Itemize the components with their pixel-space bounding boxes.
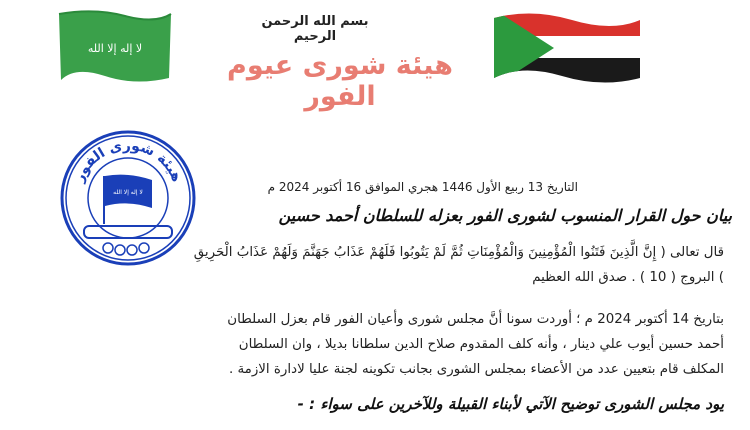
stamp-flag-text: لا إله إلا الله	[113, 189, 143, 196]
official-stamp	[58, 128, 198, 268]
statement-subject: بيان حول القرار المنسوب لشورى الفور بعزله للسلطان أحمد حسين	[278, 206, 732, 225]
quran-quote-line-2: ) البروج ( 10 ) . صدق الله العظيم	[532, 270, 724, 285]
green-flag-image	[55, 8, 173, 86]
basmala: بسم الله الرحمن الرحيم	[261, 14, 369, 44]
flag-shahada-text: لا إله إلا الله	[87, 42, 143, 55]
body-paragraph-line-2: أحمد حسين أيوب علي دينار ، وأنه كلف المقدوم صلاح الدين سلطانا بديلا ، وان السلطان	[238, 337, 724, 352]
quran-quote-line-1: قال تعالى ( إِنَّ الَّذِينَ فَتَنُوا الْمُؤْمِنِينَ وَالْمُؤْمِنَاتِ ثُمَّ لَمْ يَتُوبُوا فَلَهُمْ عَذَابُ جَهَنَّمَ وَلَهُمْ عَذَابُ الْحَرِيقِ	[193, 245, 724, 260]
stamp-ring-text: هيئة شورى الفور	[71, 137, 185, 185]
organization-title: هيئة شورى عيوم الفور	[227, 50, 453, 112]
body-paragraph-line-3: المكلف قام بتعيين عدد من الأعضاء بمجلس الشورى بجانب تكوينه لجنة عليا لادارة الازمة .	[228, 362, 724, 377]
body-paragraph-line-1: بتاريخ 14 أكتوبر 2024 م ؛ أوردت سونا أنَّ مجلس شورى وأعيان الفور قام بعزل السلطان	[227, 312, 724, 327]
document-date: التاريخ 13 ربيع الأول 1446 هجري الموافق 16 أكتوبر 2024 م	[267, 180, 578, 194]
sudan-flag-image	[492, 8, 642, 86]
closing-statement: يود مجلس الشورى توضيح الآتي لأبناء القبيلة وللآخرين على سواء : -	[297, 395, 724, 413]
